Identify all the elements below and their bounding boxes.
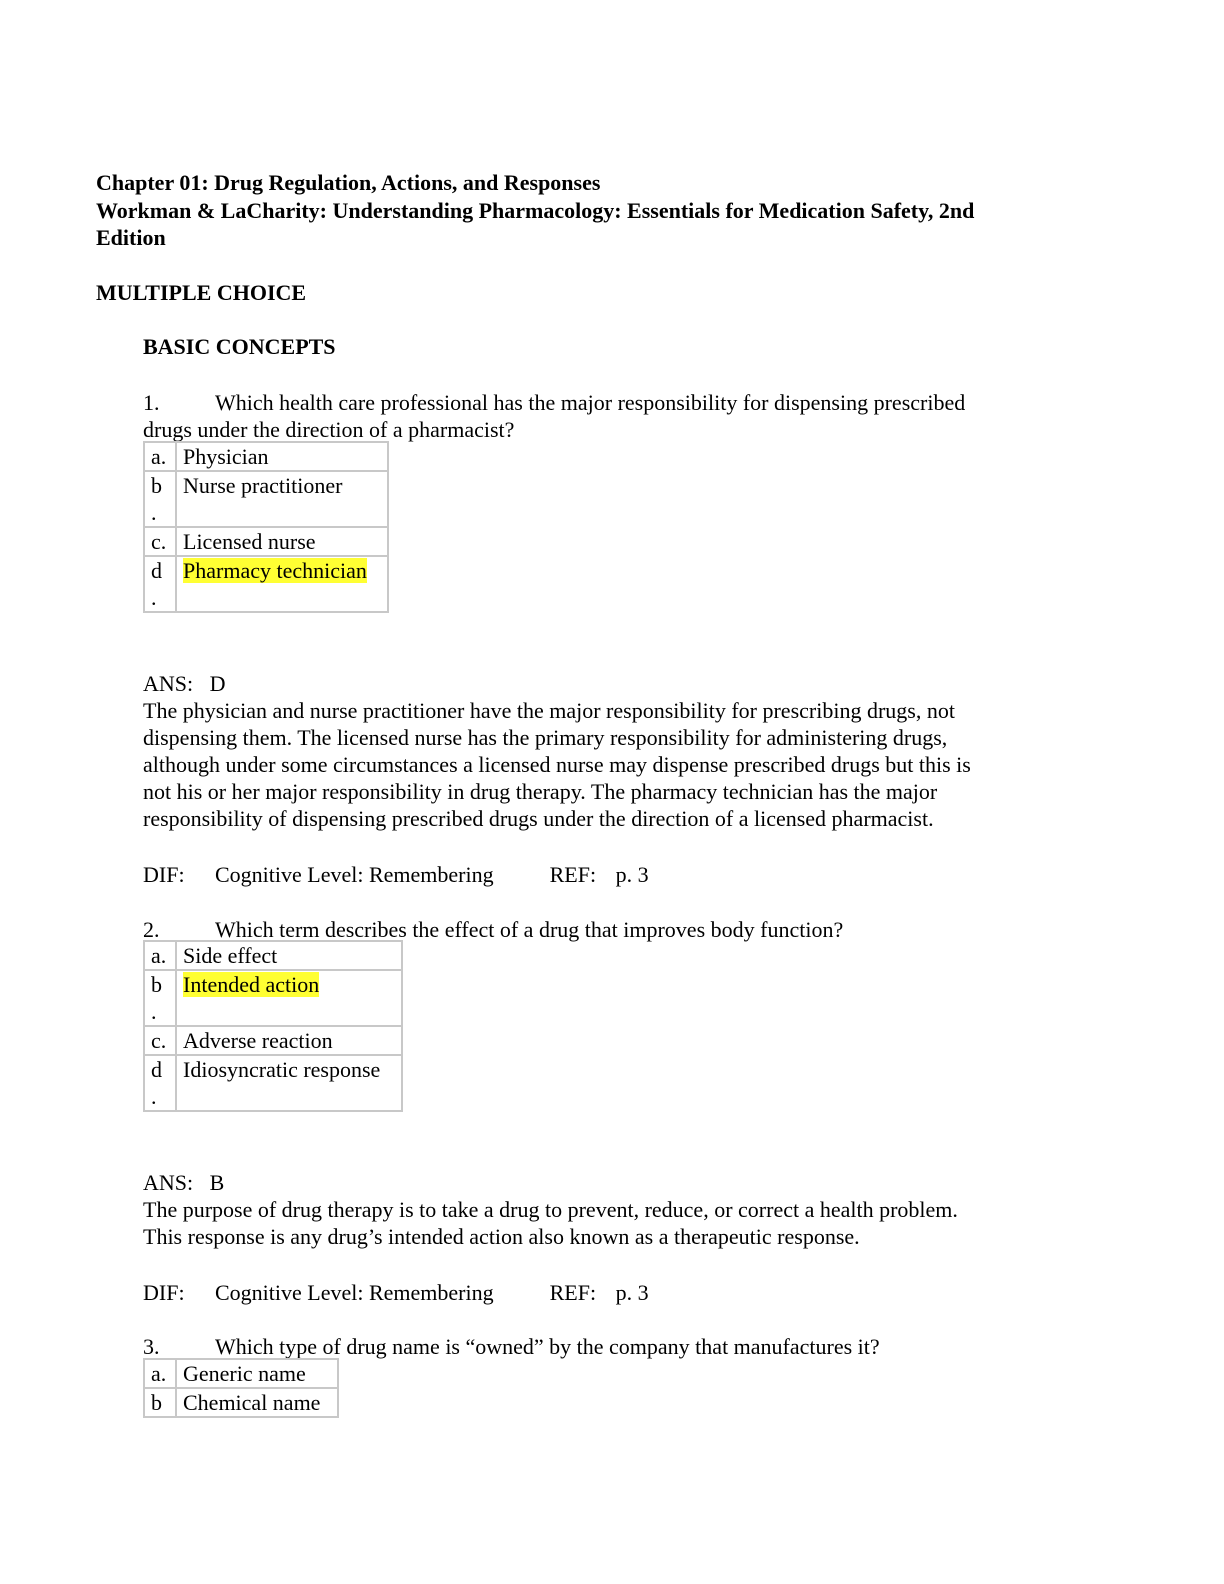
ref-label: REF: xyxy=(549,1280,597,1305)
book-title: Workman & LaCharity: Understanding Pharmacology: Essentials for Medication Safety, 2nd xyxy=(96,197,975,223)
dif-label: DIF: xyxy=(143,862,185,887)
answer-line xyxy=(143,1169,224,1196)
option-text: Side effect xyxy=(176,941,402,970)
option-row xyxy=(144,1359,338,1388)
option-letter: b . xyxy=(144,970,176,1026)
rationale-line: The purpose of drug therapy is to take a drug to prevent, reduce, or correct a health problem. xyxy=(143,1197,958,1222)
option-row xyxy=(144,941,402,970)
option-text: Physician xyxy=(176,442,388,471)
subsection-title: BASIC CONCEPTS xyxy=(143,334,336,359)
option-letter: c. xyxy=(144,527,176,556)
option-letter: d . xyxy=(144,1055,176,1111)
ref-label: REF: xyxy=(549,862,597,887)
rationale-line: although under some circumstances a licensed nurse may dispense prescribed drugs but this is xyxy=(143,752,971,777)
option-row xyxy=(144,471,388,527)
option-row xyxy=(144,1055,402,1111)
answer-highlight: Pharmacy technician xyxy=(183,558,367,583)
rationale-line: not his or her major responsibility in drug therapy. The pharmacy technician has the major xyxy=(143,779,938,804)
option-letter: a. xyxy=(144,941,176,970)
question-number: 2. xyxy=(143,917,160,942)
answer-label: ANS: xyxy=(143,1170,194,1195)
option-text: Nurse practitioner xyxy=(176,471,388,527)
question-1 xyxy=(143,389,1043,443)
rationale-line: This response is any drug’s intended action also known as a therapeutic response. xyxy=(143,1224,860,1249)
answer-highlight: Intended action xyxy=(183,972,320,997)
option-row xyxy=(144,1026,402,1055)
option-text: Idiosyncratic response xyxy=(176,1055,402,1111)
option-text-correct xyxy=(176,970,402,1026)
options-table-q1 xyxy=(143,441,389,613)
book-edition: Edition xyxy=(96,225,166,250)
ref-value: p. 3 xyxy=(615,1280,649,1305)
question-3 xyxy=(143,1333,1043,1360)
option-letter: c. xyxy=(144,1026,176,1055)
question-text-continued: drugs under the direction of a pharmacist? xyxy=(143,417,515,442)
option-text: Chemical name xyxy=(176,1388,338,1417)
dif-value: Cognitive Level: Remembering xyxy=(215,1280,494,1305)
options-table-q3 xyxy=(143,1358,339,1418)
difficulty-line xyxy=(143,861,649,888)
option-row xyxy=(144,970,402,1026)
answer-line xyxy=(143,670,226,697)
option-letter: d . xyxy=(144,556,176,612)
option-text: Generic name xyxy=(176,1359,338,1388)
answer-value: B xyxy=(209,1170,225,1195)
option-text-correct xyxy=(176,556,388,612)
question-text: Which health care professional has the major responsibility for dispensing prescribed xyxy=(215,390,966,415)
document-header xyxy=(96,169,1086,252)
dif-value: Cognitive Level: Remembering xyxy=(215,862,494,887)
chapter-title: Chapter 01: Drug Regulation, Actions, and Responses xyxy=(96,170,601,195)
option-letter: b . xyxy=(144,471,176,527)
option-letter: a. xyxy=(144,1359,176,1388)
difficulty-line xyxy=(143,1279,649,1306)
options-table-q2 xyxy=(143,940,403,1112)
option-row xyxy=(144,556,388,612)
option-row xyxy=(144,527,388,556)
rationale-line: responsibility of dispensing prescribed drugs under the direction of a licensed pharmacist. xyxy=(143,806,934,831)
option-letter: a. xyxy=(144,442,176,471)
question-text: Which term describes the effect of a drug that improves body function? xyxy=(215,917,844,942)
rationale-line: dispensing them. The licensed nurse has the primary responsibility for administering drugs, xyxy=(143,725,948,750)
option-row xyxy=(144,1388,338,1417)
option-letter: b xyxy=(144,1388,176,1417)
section-title: MULTIPLE CHOICE xyxy=(96,280,307,305)
option-text: Licensed nurse xyxy=(176,527,388,556)
question-number: 1. xyxy=(143,390,160,415)
option-row xyxy=(144,442,388,471)
question-2 xyxy=(143,916,1043,943)
rationale xyxy=(143,1196,1043,1250)
question-number: 3. xyxy=(143,1334,160,1359)
question-text: Which type of drug name is “owned” by the company that manufactures it? xyxy=(215,1334,880,1359)
answer-label: ANS: xyxy=(143,671,194,696)
option-text: Adverse reaction xyxy=(176,1026,402,1055)
answer-value: D xyxy=(209,671,226,696)
dif-label: DIF: xyxy=(143,1280,185,1305)
ref-value: p. 3 xyxy=(615,862,649,887)
rationale xyxy=(143,697,1043,832)
rationale-line: The physician and nurse practitioner have the major responsibility for prescribing drugs, not xyxy=(143,698,955,723)
